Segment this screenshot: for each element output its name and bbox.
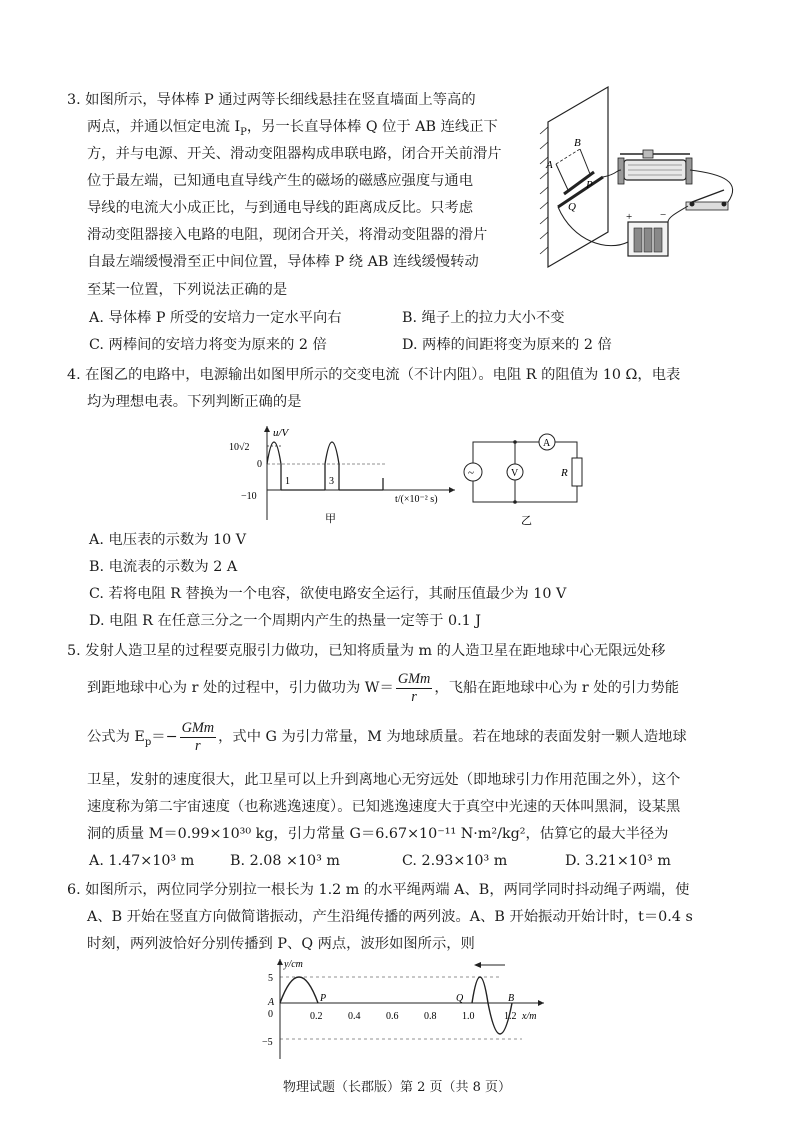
switch: [686, 190, 728, 210]
tick-3: 3: [329, 476, 334, 487]
q5-fraction-ep-den: r: [195, 737, 201, 754]
q3-current-subscript: P: [240, 126, 247, 138]
point-p-label: P: [320, 993, 327, 1004]
q6-wave-graph: [250, 955, 555, 1063]
q3-line-4: 位于最左端，已知通电直导线产生的磁场的磁感应强度与通电: [87, 173, 474, 189]
q3-line-8: 至某一位置，下列说法正确的是: [87, 282, 288, 298]
wire-switch-battery: [668, 206, 688, 222]
q4-option-a: A. 电压表的示数为 10 V: [89, 532, 247, 548]
label-p: P: [586, 179, 593, 191]
q5-option-c: C. 2.93×10³ m: [402, 853, 508, 869]
q3-option-b: B. 绳子上的拉力大小不变: [402, 310, 565, 326]
y-bottom-label: −5: [262, 1037, 273, 1048]
wall-panel: [548, 87, 608, 267]
q6-line-2: A、B 开始在竖直方向做简谐振动，产生沿绳传播的两列波。A、B 开始振动开始计时，t＝0.4 s: [87, 909, 693, 925]
wave-from-b: [472, 977, 515, 1034]
q3-line-6: 滑动变阻器接入电路的电阻，现闭合开关，将滑动变阻器的滑片: [87, 227, 488, 243]
x-tick-0-4: 0.4: [348, 1011, 361, 1022]
q3-line-2-tail: ，另一长直导体棒 Q 位于 AB 连线正下: [246, 119, 498, 135]
y-top-label: 5: [268, 973, 273, 984]
ammeter-label: A: [543, 438, 551, 449]
q4-graph-jia: [225, 420, 470, 528]
x-tick-0-6: 0.6: [386, 1011, 399, 1022]
q5-line-3-eq: ＝−: [151, 729, 178, 745]
q3-line-2: [87, 117, 498, 143]
wave-hump-2: [325, 442, 339, 464]
string-b: [580, 149, 590, 174]
wave-from-a: [280, 977, 318, 1003]
x-tick-0-8: 0.8: [424, 1011, 437, 1022]
resistor-label: R: [561, 467, 568, 479]
point-a-label: A: [268, 997, 275, 1008]
q5-line-2-post: ，飞船在距地球中心为 r 处的引力势能: [434, 680, 680, 696]
label-a: A: [546, 159, 553, 171]
q3-option-a: A. 导体棒 P 所受的安培力一定水平向右: [89, 310, 342, 326]
q5-option-d: D. 3.21×10³ m: [565, 853, 671, 869]
q3-line-3: 方，并与电源、开关、滑动变阻器构成串联电路，闭合开关前滑片: [87, 146, 502, 162]
q5-line-5: 速度称为第二宇宙速度（也称逃逸速度）。已知逃逸速度大于真空中光速的天体叫黑洞，设某黑: [87, 799, 681, 815]
y-axis-label: y/cm: [284, 959, 303, 970]
y-top-label: 10√2: [229, 442, 250, 453]
battery: [626, 209, 668, 256]
page-footer: 物理试题（长郡版）第 2 页（共 8 页）: [282, 1080, 512, 1095]
q4-option-b: B. 电流表的示数为 2 A: [89, 559, 238, 575]
origin-label: 0: [257, 459, 262, 470]
x-tick-1-2: 1.2: [504, 1011, 517, 1022]
q5-fraction-w-num: GMm: [397, 670, 431, 687]
q4-option-c: C. 若将电阻 R 替换为一个电容，欲使电路安全运行，其耐压值最少为 10 V: [89, 586, 567, 602]
q5-line-6: 洞的质量 M＝0.99×10³⁰ kg，引力常量 G＝6.67×10⁻¹¹ N·m²/kg²，估算它的最大半径为: [87, 826, 669, 842]
q6-line-3: 时刻，两列波恰好分别传播到 P、Q 两点，波形如图所示，则: [87, 936, 475, 952]
q5-option-b: B. 2.08 ×10³ m: [230, 853, 340, 869]
point-q-label: Q: [456, 993, 464, 1004]
t-axis-label: t/(×10⁻² s): [395, 494, 438, 505]
q3-option-d: D. 两棒的间距将变为原来的 2 倍: [402, 337, 612, 353]
graph-jia-caption: 甲: [325, 513, 336, 525]
q5-line-3-post: ，式中 G 为引力常量，M 为地球质量。若在地球的表面发射一颗人造地球: [218, 729, 687, 745]
point-b-label: B: [508, 993, 515, 1004]
q3-option-c: C. 两棒间的安培力将变为原来的 2 倍: [89, 337, 327, 353]
string-a: [556, 164, 568, 190]
battery-plus: +: [626, 211, 633, 223]
q3-line-1: 3. 如图所示，导体棒 P 通过两等长细线悬挂在竖直墙面上等高的: [67, 92, 476, 108]
x-tick-1-0: 1.0: [462, 1011, 475, 1022]
q5-line-2: [87, 668, 679, 708]
label-q: Q: [568, 201, 576, 213]
q5-line-3: [87, 717, 687, 763]
ab-line: [556, 149, 580, 164]
wave-hump-1: [267, 442, 281, 464]
q5-ep-subscript: p: [144, 736, 152, 748]
q3-line-7: 自最左端缓慢滑至正中间位置，导体棒 P 绕 AB 连线缓慢转动: [87, 254, 479, 270]
wall-hatching: [540, 127, 548, 254]
voltmeter-label: V: [511, 468, 519, 479]
rheostat: [618, 150, 692, 184]
label-b: B: [574, 137, 581, 149]
q5-fraction-w-den: r: [411, 688, 417, 705]
circuit-yi-caption: 乙: [521, 515, 532, 527]
q5-line-4: 卫星，发射的速度很大，此卫星可以上升到离地心无穷远处（即地球引力作用范围之外），这个: [87, 772, 681, 788]
resistor: [572, 458, 582, 486]
q5-fraction-ep: [180, 720, 217, 755]
q5-line-1: 5. 发射人造卫星的过程要克服引力做功，已知将质量为 m 的人造卫星在距地球中心无限远处移: [67, 643, 666, 659]
q4-circuit-yi: [457, 430, 597, 530]
wire-rheostat-switch: [690, 170, 733, 202]
q5-fraction-ep-num: GMm: [181, 719, 215, 736]
battery-minus: −: [660, 209, 667, 221]
q6-line-1: 6. 如图所示，两位同学分别拉一根长为 1.2 m 的水平绳两端 A、B，两同学同时抖动绳子两端，使: [67, 882, 690, 898]
x-tick-0-2: 0.2: [310, 1011, 323, 1022]
y-bottom-label: −10: [241, 491, 257, 502]
q4-line-2: 均为理想电表。下列判断正确的是: [87, 394, 302, 410]
q5-option-a: A. 1.47×10³ m: [89, 853, 195, 869]
ac-source-symbol: ~: [468, 467, 474, 479]
q4-option-d: D. 电阻 R 在任意三分之一个周期内产生的热量一定等于 0.1 J: [89, 613, 481, 629]
q5-line-3-pre: 公式为 E: [87, 729, 145, 745]
q5-fraction-w: [396, 671, 433, 706]
q3-line-2-head: 两点，并通以恒定电流 I: [87, 119, 241, 135]
q4-line-1: 4. 在图乙的电路中，电源输出如图甲所示的交变电流（不计内阻）。电阻 R 的阻值为 10 Ω，电表: [67, 367, 681, 383]
origin-label: 0: [268, 1009, 273, 1020]
tick-1: 1: [285, 476, 290, 487]
q3-figure: [528, 82, 748, 278]
x-axis-label: x/m: [522, 1011, 537, 1022]
q5-line-2-pre: 到距地球中心为 r 处的过程中，引力做功为 W＝: [87, 680, 394, 696]
u-axis-label: u/V: [273, 427, 289, 439]
q3-line-5: 导线的电流大小成正比，与到通电导线的距离成反比。只考虑: [87, 200, 474, 216]
